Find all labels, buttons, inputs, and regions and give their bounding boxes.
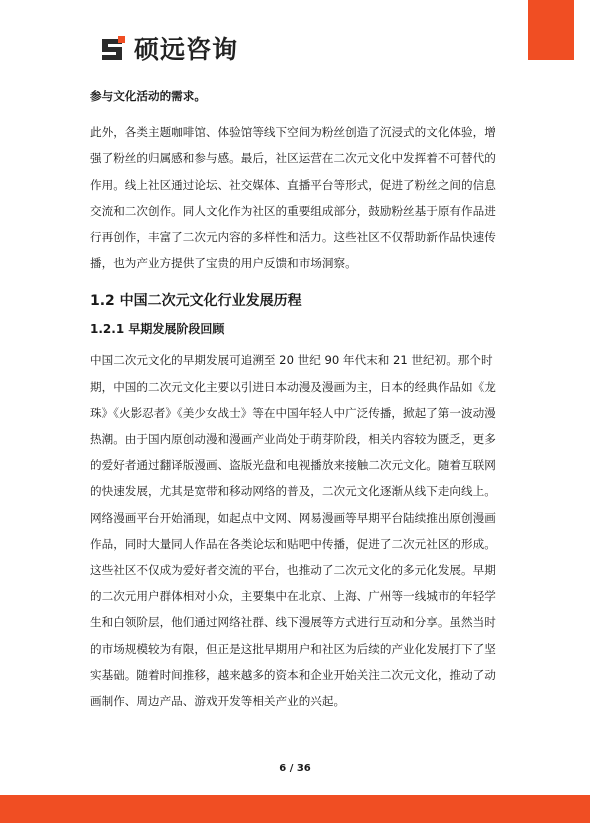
paragraph-community: 此外，各类主题咖啡馆、体验馆等线下空间为粉丝创造了沉浸式的文化体验，增强了粉丝的归属感和参与感。最后，社区运营在二次元文化中发挥着不可替代的作用。线上社区通过论坛、社交媒体、直播平台等形式，促进了粉丝之间的信息交流和二次创作。同人文化作为社区的重要组成部分，鼓励粉丝基于原有作品进行再创作，丰富了二次元内容的多样性和活力。这些社区不仅帮助新作品快速传播，也为产业方提供了宝贵的用户反馈和市场洞察。: [90, 125, 496, 271]
header: [98, 30, 238, 66]
paragraph-continuation: 参与文化活动的需求。: [90, 89, 206, 103]
subsection-heading: 1.2.1 早期发展阶段回顾: [90, 322, 225, 337]
footer-bar: [0, 795, 590, 823]
section-heading: 1.2 中国二次元文化行业发展历程: [90, 293, 302, 310]
brand-name: 硕远咨询: [134, 35, 239, 64]
logo-icon: [98, 33, 128, 63]
document-body: [90, 83, 502, 714]
corner-accent-block: [528, 0, 574, 60]
paragraph-early-history: 中国二次元文化的早期发展可追溯至 20 世纪 90 年代末和 21 世纪初。那个时期，中国的二次元文化主要以引进日本动漫及漫画为主，日本的经典作品如《龙珠》《火影忍者》《美少女战士》等在中国年轻人中广泛传播，掀起了第一波动漫热潮。由于国内原创动漫和漫画产业尚处于萌芽阶段，相关内容较为匮乏，更多的爱好者通过翻译版漫画、盗版光盘和电视播放来接触二次元文化。随着互联网的快速发展，尤其是宽带和移动网络的普及，二次元文化逐渐从线下走向线上。网络漫画平台开始涌现，如起点中文网、网易漫画等早期平台陆续推出原创漫画作品，同时大量同人作品在各类论坛和贴吧中传播，促进了二次元社区的形成。这些社区不仅成为爱好者交流的平台，也推动了二次元文化的多元化发展。早期的二次元用户群体相对小众，主要集中在北京、上海、广州等一线城市的年轻学生和白领阶层，他们通过网络社群、线下漫展等方式进行互动和分享。虽然当时的市场规模较为有限，但正是这批早期用户和社区为后续的产业化发展打下了坚实基础。随着时间推移，越来越多的资本和企业开始关注二次元文化，推动了动画制作、周边产品、游戏开发等相关产业的兴起。: [90, 353, 496, 709]
page-number: 6 / 36: [279, 763, 311, 774]
